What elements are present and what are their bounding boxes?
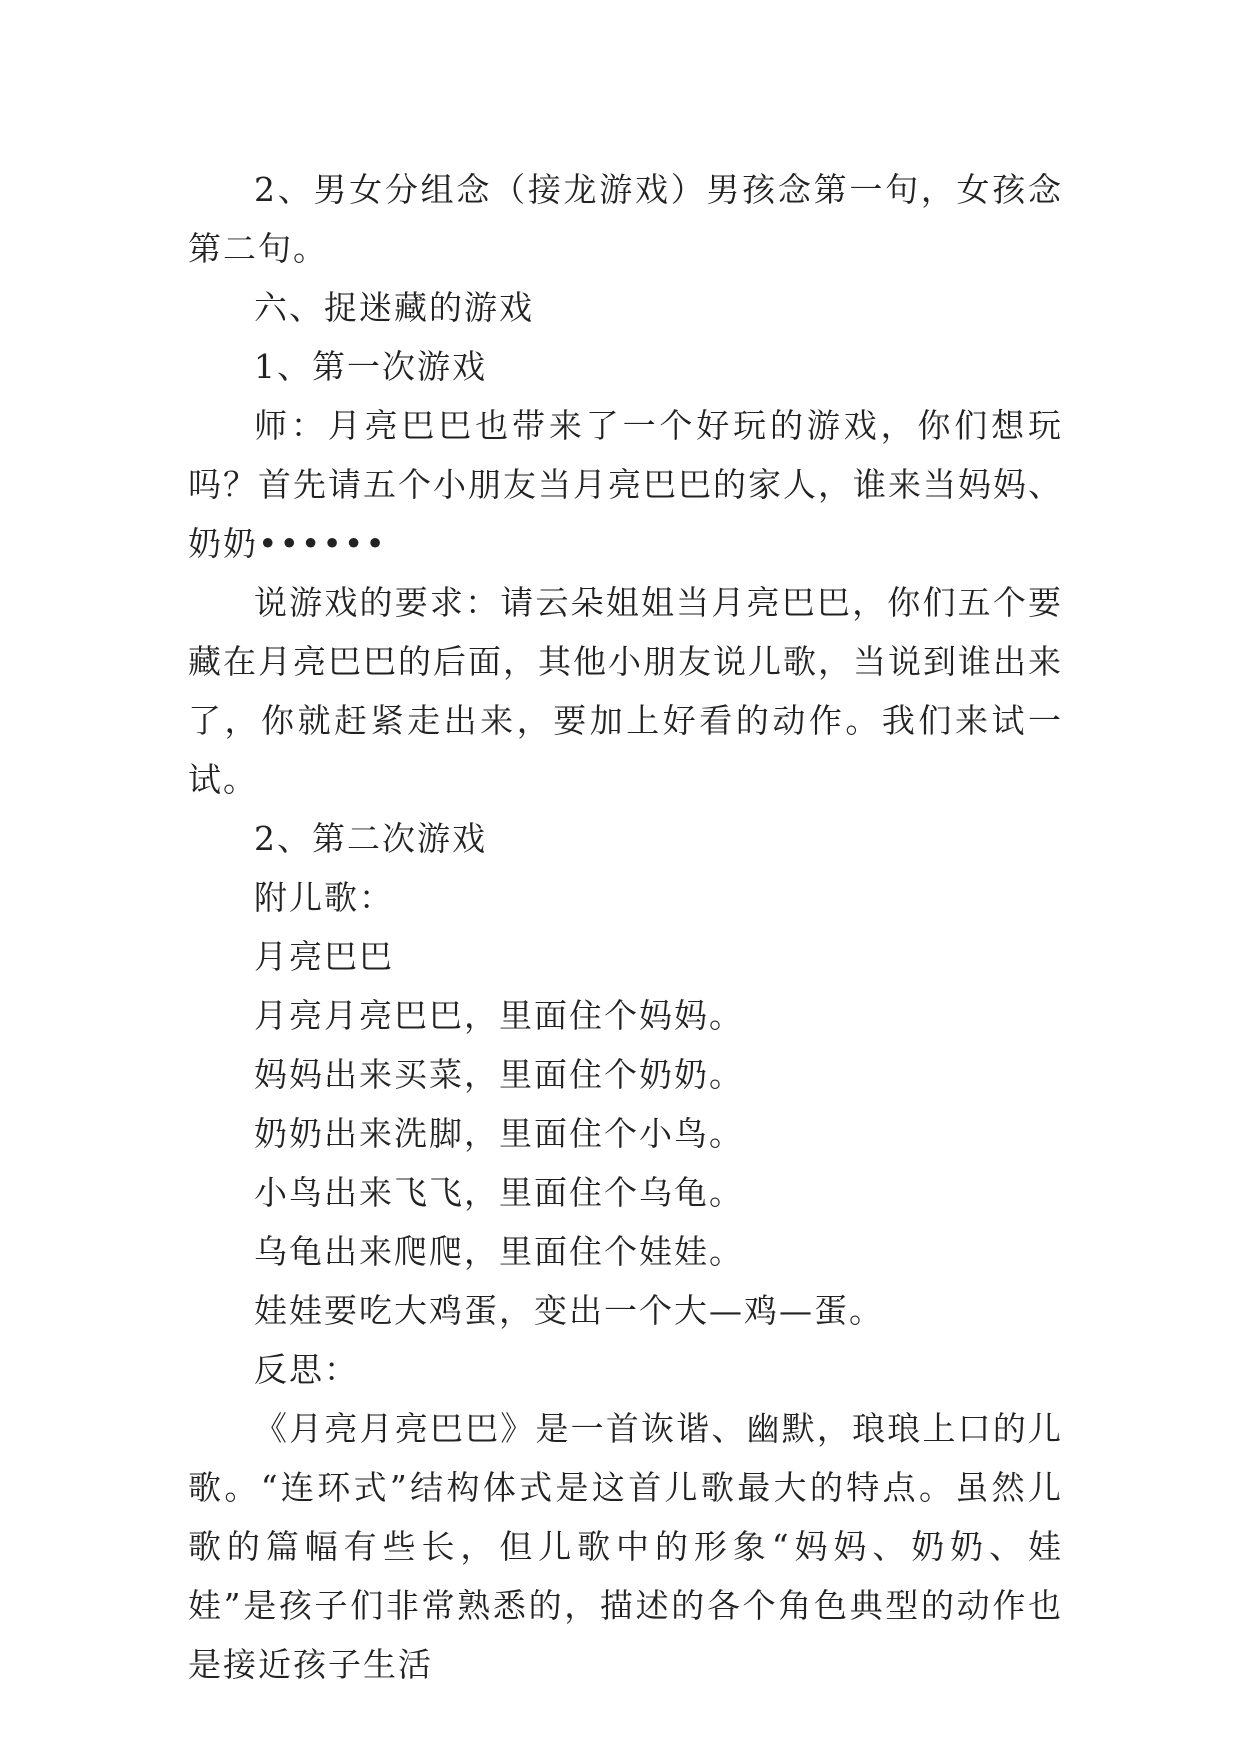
- heading-first-game: 1、第一次游戏: [254, 347, 487, 386]
- rhyme-title: 月亮巴巴: [254, 937, 394, 976]
- rhyme-line: 妈妈出来买菜，里面住个奶奶。: [254, 1055, 744, 1094]
- heading-hide-and-seek: 六、捉迷藏的游戏: [254, 288, 534, 327]
- rhyme-line: 小鸟出来飞飞，里面住个乌龟。: [254, 1173, 744, 1212]
- document-body: [188, 160, 1063, 1694]
- paragraph-reflection: 《月亮月亮巴巴》是一首诙谐、幽默，琅琅上口的儿歌。“连环式”结构体式是这首儿歌最大的特点。虽然儿歌的篇幅有些长，但儿歌中的形象“妈妈、奶奶、娃娃”是孩子们非常熟悉的，描述的各个角色典型的动作也是接近孩子生活: [188, 1409, 1063, 1684]
- rhyme-line: 娃娃要吃大鸡蛋，变出一个大—鸡—蛋。: [254, 1291, 884, 1330]
- paragraph-game-rules: 说游戏的要求：请云朵姐姐当月亮巴巴，你们五个要藏在月亮巴巴的后面，其他小朋友说儿歌，当说到谁出来了，你就赶紧走出来，要加上好看的动作。我们来试一试。: [188, 583, 1063, 799]
- rhyme-line: 奶奶出来洗脚，里面住个小鸟。: [254, 1114, 744, 1153]
- heading-reflection: 反思：: [254, 1350, 359, 1389]
- paragraph-group-reading: 2、男女分组念（接龙游戏）男孩念第一句，女孩念第二句。: [188, 170, 1063, 268]
- label-attached-rhyme: 附儿歌：: [254, 878, 394, 917]
- rhyme-line: 月亮月亮巴巴，里面住个妈妈。: [254, 996, 744, 1035]
- paragraph-teacher-intro: 师：月亮巴巴也带来了一个好玩的游戏，你们想玩吗？首先请五个小朋友当月亮巴巴的家人，谁来当妈妈、奶奶••••••: [188, 406, 1063, 563]
- rhyme-line: 乌龟出来爬爬，里面住个娃娃。: [254, 1232, 744, 1271]
- heading-second-game: 2、第二次游戏: [254, 819, 487, 858]
